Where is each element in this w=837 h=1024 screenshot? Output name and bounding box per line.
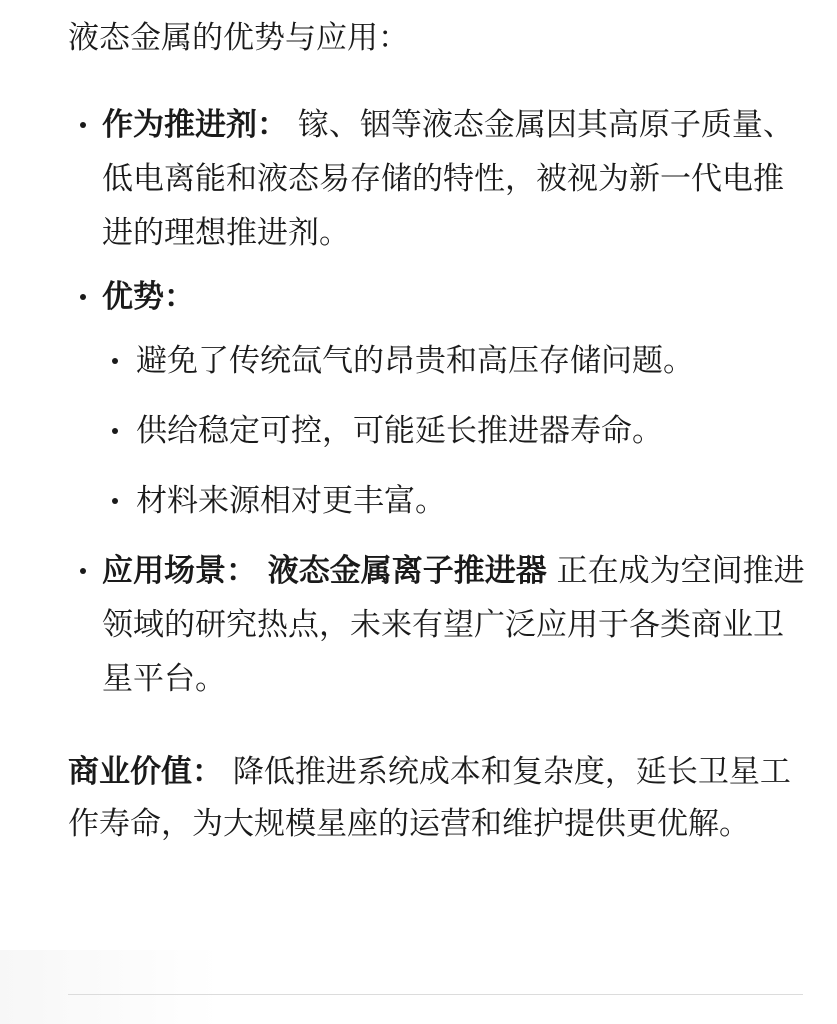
bullet-dot-icon [112, 428, 118, 434]
sub-list-item [102, 334, 808, 388]
item-label: 作为推进剂： [102, 107, 288, 143]
bullet-dot-icon [112, 358, 118, 364]
sub-item-text: 避免了传统氙气的昂贵和高压存储问题。 [136, 343, 694, 379]
bullet-dot-icon [80, 122, 86, 128]
bullet-dot-icon [112, 498, 118, 504]
sub-list-item [102, 474, 808, 528]
bullet-dot-icon [80, 294, 86, 300]
list-item-advantages [68, 270, 808, 528]
background-shade [0, 950, 220, 1024]
list-item-applications [68, 544, 808, 706]
item-label: 应用场景： [102, 553, 257, 589]
sub-bullet-list [102, 334, 808, 528]
bullet-dot-icon [80, 568, 86, 574]
document-body [68, 0, 808, 850]
item-text: 正在成为空间推进领域的研究热点，未来有望广泛应用于各类商业卫星平台。 [102, 553, 805, 697]
sub-item-text: 供给稳定可控，可能延长推进器寿命。 [136, 413, 663, 449]
commercial-value-paragraph [68, 746, 808, 850]
list-item-propellant [68, 98, 808, 260]
summary-text: 降低推进系统成本和复杂度，延长卫星工作寿命，为大规模星座的运营和维护提供更优解。 [68, 754, 791, 842]
item-bold-text: 液态金属离子推进器 [257, 553, 547, 589]
section-heading: 液态金属的优势与应用： [68, 20, 409, 56]
item-text: 镓、铟等液态金属因其高原子质量、低电离能和液态易存储的特性，被视为新一代电推进的理想推进剂。 [102, 107, 794, 251]
item-label: 优势： [102, 279, 195, 315]
sub-item-text: 材料来源相对更丰富。 [136, 483, 446, 519]
summary-label: 商业价值： [68, 754, 223, 790]
divider [68, 994, 803, 995]
sub-list-item [102, 404, 808, 458]
bullet-list [68, 98, 808, 706]
